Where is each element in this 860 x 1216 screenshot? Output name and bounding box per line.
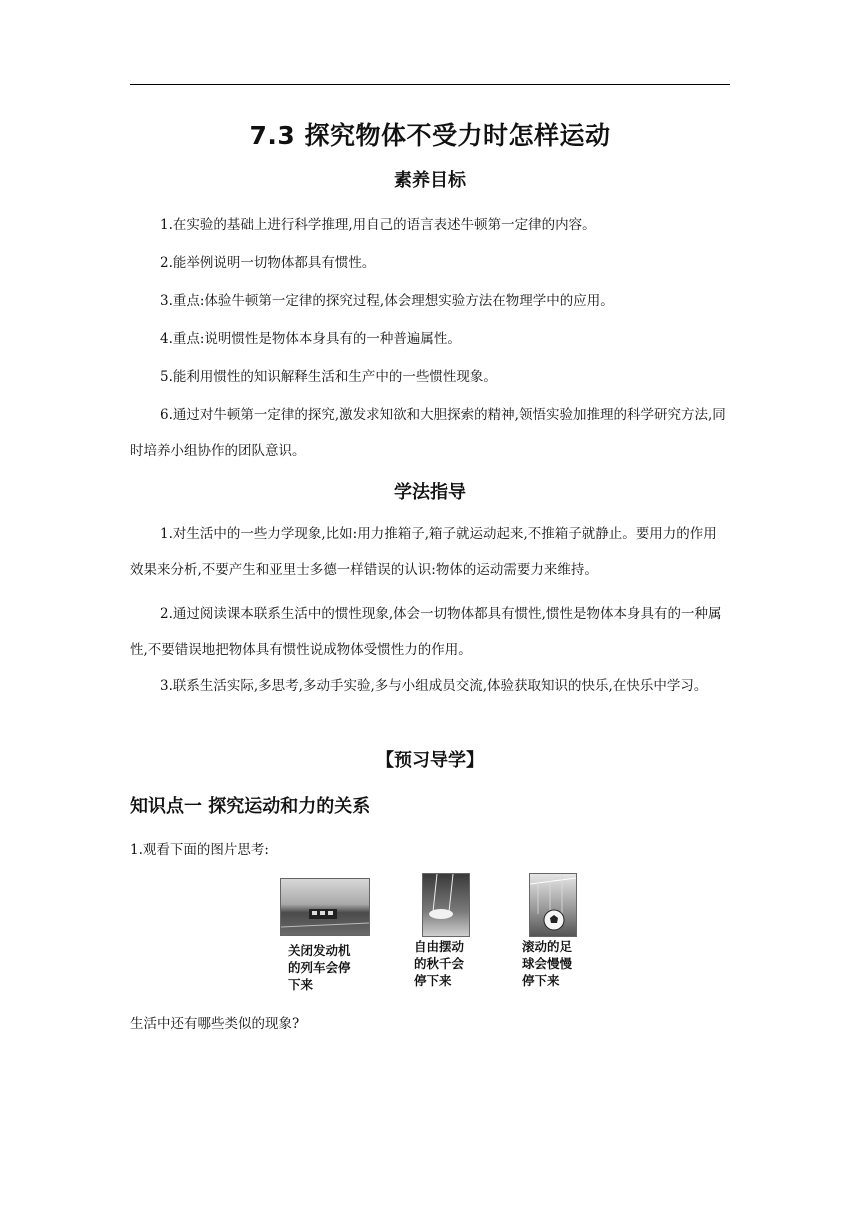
- page-title: 7.3 探究物体不受力时怎样运动: [249, 121, 611, 150]
- method-item-3: 3.联系生活实际,多思考,多动手实验,多与小组成员交流,体验获取知识的快乐,在快乐中学习。: [160, 678, 708, 694]
- figure-caption-swing: [414, 938, 494, 989]
- goal-item-2: 2.能举例说明一切物体都具有惯性。: [160, 255, 376, 271]
- caption-line: 关闭发动机: [288, 943, 351, 958]
- caption-line: 停下来: [522, 973, 560, 988]
- caption-line: 的列车会停: [288, 960, 351, 975]
- figure-caption-football: [522, 938, 602, 989]
- caption-line: 的秋千会: [414, 956, 465, 971]
- goal-item-1: 1.在实验的基础上进行科学推理,用自己的语言表述牛顿第一定律的内容。: [160, 217, 596, 233]
- goal-item-3: 3.重点:体验牛顿第一定律的探究过程,体会理想实验方法在物理学中的应用。: [160, 293, 614, 309]
- caption-line: 停下来: [414, 973, 452, 988]
- method-heading: 学法指导: [394, 482, 466, 503]
- caption-line: 滚动的足: [522, 939, 573, 954]
- caption-line: 球会慢慢: [522, 956, 573, 971]
- question-intro: 1.观看下面的图片思考:: [130, 842, 269, 858]
- train-photo: [280, 878, 370, 936]
- swing-photo: [422, 873, 470, 937]
- goal-item-6: 6.通过对牛顿第一定律的探究,激发求知欲和大胆探索的精神,领悟实验加推理的科学研究方法,同时培养小组协作的团队意识。: [130, 407, 726, 459]
- question-follow: 生活中还有哪些类似的现象?: [130, 1016, 300, 1032]
- football-photo: [529, 873, 577, 937]
- caption-line: 自由摆动: [414, 939, 465, 954]
- caption-line: 下来: [288, 977, 314, 992]
- method-item-2: 2.通过阅读课本联系生活中的惯性现象,体会一切物体都具有惯性,惯性是物体本身具有的一种属性,不要错误地把物体具有惯性说成物体受惯性力的作用。: [130, 606, 722, 658]
- goal-item-4: 4.重点:说明惯性是物体本身具有的一种普遍属性。: [160, 331, 461, 347]
- preview-heading: 【预习导学】: [376, 750, 484, 771]
- goal-item-5: 5.能利用惯性的知识解释生活和生产中的一些惯性现象。: [160, 369, 497, 385]
- figure-caption-train: [288, 942, 368, 993]
- goals-heading: 素养目标: [394, 170, 466, 191]
- method-item-1: 1.对生活中的一些力学现象,比如:用力推箱子,箱子就运动起来,不推箱子就静止。要用力的作用效果来分析,不要产生和亚里士多德一样错误的认识:物体的运动需要力来维持。: [130, 526, 717, 578]
- header-rule: [130, 84, 730, 85]
- knowledge-heading: 知识点一 探究运动和力的关系: [130, 796, 371, 817]
